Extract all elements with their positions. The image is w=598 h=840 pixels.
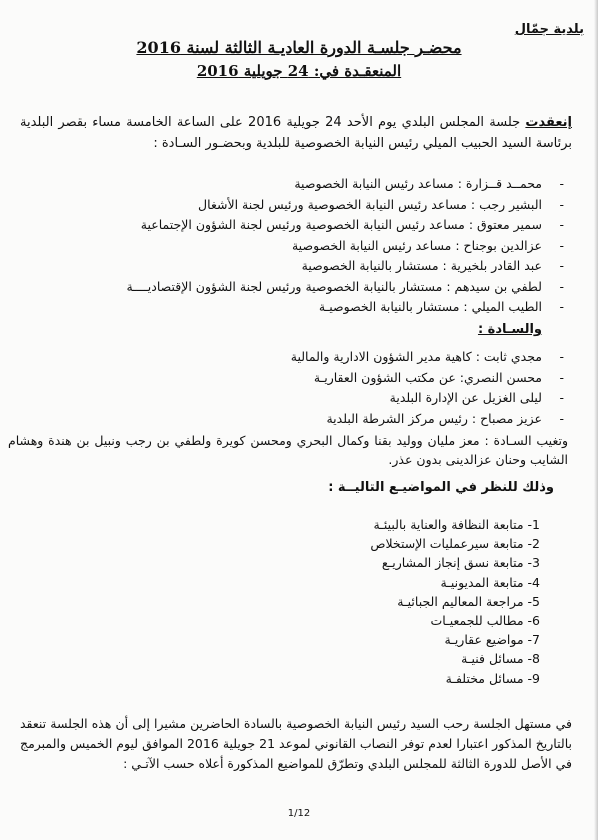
page-number: 1/12 <box>287 808 311 819</box>
list-item: 3- متابعة نسق إنجاز المشاريـع <box>381 555 540 571</box>
list-item: -الطيب الميلي : مستشار بالنيابة الخصوصيـة <box>318 299 564 314</box>
list-item: 4- متابعة المديونيـة <box>440 574 540 590</box>
list-item: 6- مطالب للجمعيـات <box>430 612 540 628</box>
council-members-list <box>126 174 564 318</box>
intro-text: جلسة المجلس البلدي يوم الأحد 24 جويلية 2016 على الساعة الخامسة مساء بقصر البلدية برئاسة السيد الحبيب الميلي رئيس النيابة الخصوصية للبلدية وبحضـور السـادة : <box>20 115 572 151</box>
document-subtitle: المنعقـدة في: 24 جويلية 2016 <box>196 62 402 80</box>
list-item: -محمــد قــزارة : مساعد رئيس النيابة الخصوصية <box>294 176 564 191</box>
list-item: 8- مسائل فنيـة <box>461 651 540 667</box>
page-edge-shadow <box>594 0 598 840</box>
document-title: محضـر جلسـة الدورة العاديـة الثالثة لسنة 2016 <box>136 38 462 57</box>
list-item: -عزيز مصباح : رئيس مركز الشرطة البلدية <box>326 410 564 426</box>
closing-paragraph: في مستهل الجلسة رحب السيد رئيس النيابة الخصوصية بالسادة الحاضرين مشيرا إلى أن هذه الجلسة تنعقد بالتاريخ المذكور اعتبارا لعدم توفر النصاب القانوني لموعد 21 جويلية 2016 الموافق ليوم الخميس والمبرمج في الأصل للدورة الثالثة للمجلس البلدي وتطرّق للمواضيع المذكورة أعلاه حسب الآتـي : <box>20 716 572 771</box>
list-item: -البشير رجب : مساعد رئيس النيابة الخصوصية ورئيس لجنة الأشغال <box>198 196 564 212</box>
list-item: 7- مواضيع عقاريـة <box>444 632 540 648</box>
list-item: 1- متابعة النظافة والعناية بالبيئـة <box>373 517 540 532</box>
list-item: 5- مراجعة المعاليم الجبائيـة <box>397 593 540 609</box>
list-item: 9- مسائل مختلفـة <box>445 670 540 686</box>
agenda-list <box>370 515 540 688</box>
municipality-name: بلدية جمّال <box>514 22 584 37</box>
list-item: -عزالدين بوجناح : مساعد رئيس النيابة الخصوصية <box>291 237 564 253</box>
list-item: -سمير معتوق : مساعد رئيس النيابة الخصوصية ورئيس لجنة الشؤون الإجتماعية <box>140 217 564 232</box>
list-item: -عبد القادر بلخيرية : مستشار بالنيابة الخصوصية <box>301 258 564 273</box>
list-item: 2- متابعة سيرعمليات الإستخلاص <box>370 536 540 552</box>
staff-heading: والسـادة : <box>477 322 542 337</box>
list-item: -محسن النصري: عن مكتب الشؤون العقاريـة <box>313 369 564 385</box>
absent-members-paragraph: وتغيب السـادة : معز مليان ووليد بقنا وكمال البحري ومحسن كويرة ولطفي بن رجب ونبيل بن هندة وهشام الشايب وحنان عزالدينى بدون عذر. <box>8 433 568 467</box>
list-item: -ليلى الغزيل عن الإدارة البلدية <box>389 390 564 405</box>
intro-paragraph <box>20 112 572 154</box>
list-item: -لطفي بن سيدهم : مستشار بالنيابة الخصوصية ورئيس لجنة الشؤون الإقتصاديــــة <box>126 278 564 294</box>
agenda-heading: وذلك للنظر في المواضيـع التاليــة : <box>328 480 554 495</box>
staff-attendees-list <box>291 347 564 429</box>
list-item: -مجدي ثابت : كاهية مدير الشؤون الادارية والمالية <box>290 349 564 364</box>
intro-lead-word: إنعقدت <box>525 115 572 130</box>
